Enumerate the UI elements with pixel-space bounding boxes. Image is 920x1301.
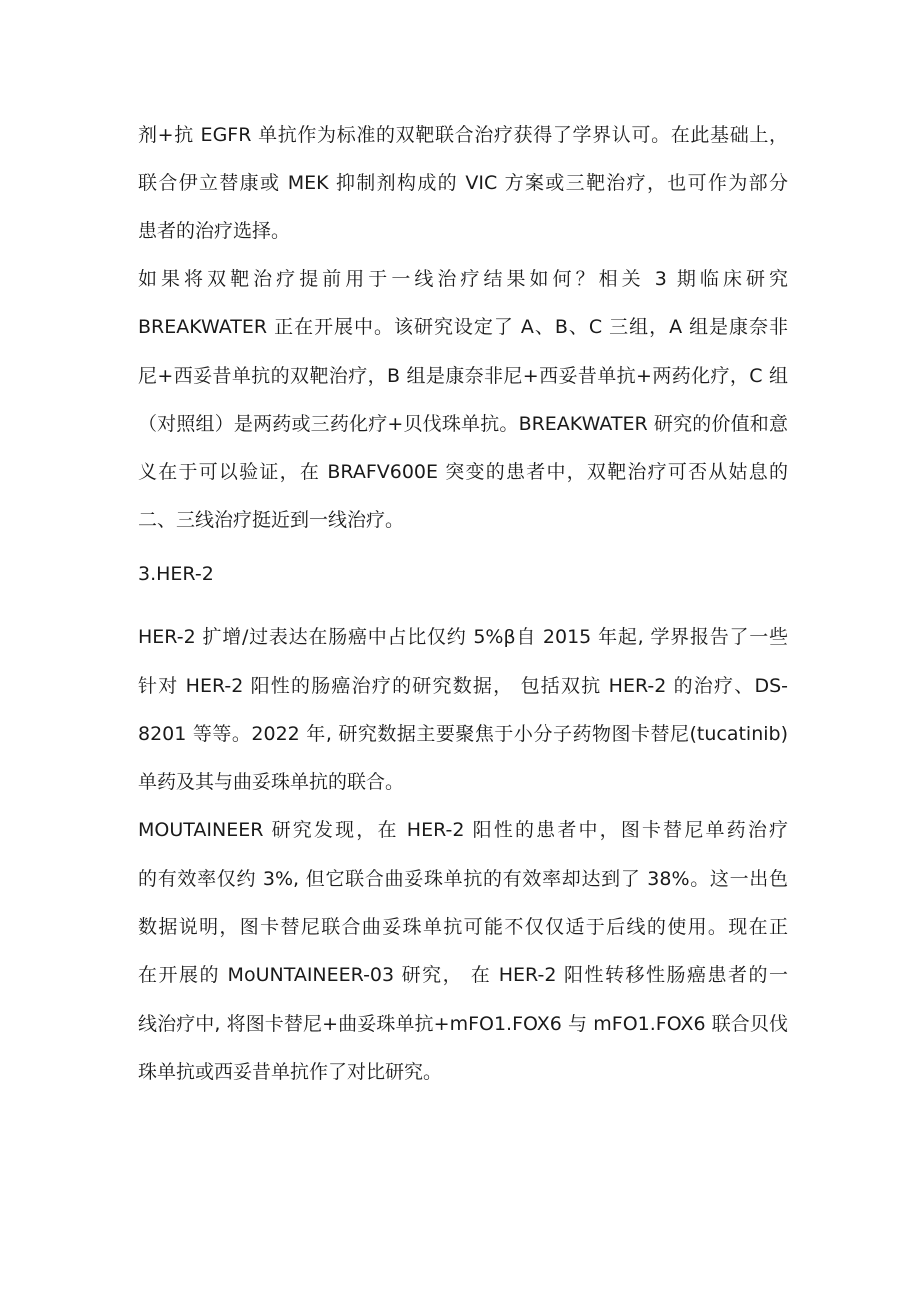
paragraph-4-line-4: 在开展的 MoUNTAINEER-03 研究， 在 HER-2 阳性转移性肠癌患者的一 [138,964,788,986]
paragraph-1-line-1: 剂+抗 EGFR 单抗作为标准的双靶联合治疗获得了学界认可。在此基础上， [138,124,788,146]
paragraph-4-line-3: 数据说明，图卡替尼联合曲妥珠单抗可能不仅仅适于后线的使用。现在正 [138,916,788,938]
paragraph-2-line-6: 二、三线治疗挺近到一线治疗。 [138,509,405,531]
paragraph-3-line-4: 单药及其与曲妥珠单抗的联合。 [138,771,405,793]
paragraph-3-line-2: 针对 HER-2 阳性的肠癌治疗的研究数据， 包括双抗 HER-2 的治疗、DS- [138,675,788,697]
paragraph-4-line-1: MOUTAINEER 研究发现，在 HER-2 阳性的患者中，图卡替尼单药治疗 [138,819,788,841]
paragraph-4-line-6: 珠单抗或西妥昔单抗作了对比研究。 [138,1061,443,1083]
paragraph-2-line-3: 尼+西妥昔单抗的双靶治疗，B 组是康奈非尼+西妥昔单抗+两药化疗，C 组 [138,365,788,387]
paragraph-1-line-2: 联合伊立替康或 MEK 抑制剂构成的 VIC 方案或三靶治疗，也可作为部分 [138,172,788,194]
paragraph-2-line-1: 如果将双靶治疗提前用于一线治疗结果如何？相关 3 期临床研究 [138,268,788,290]
section-heading-her2: 3.HER-2 [138,563,214,585]
paragraph-2-line-4: （对照组）是两药或三药化疗+贝伐珠单抗。BREAKWATER 研究的价值和意 [138,413,788,435]
paragraph-2-line-2: BREAKWATER 正在开展中。该研究设定了 A、B、C 三组，A 组是康奈非 [138,316,788,338]
paragraph-1-line-3: 患者的治疗选择。 [138,220,291,242]
paragraph-2-line-5: 义在于可以验证，在 BRAFV600E 突变的患者中，双靶治疗可否从姑息的 [138,461,788,483]
paragraph-3-line-3: 8201 等等。2022 年, 研究数据主要聚焦于小分子药物图卡替尼(tucatinib) [138,723,788,745]
paragraph-3-line-1: HER-2 扩增/过表达在肠癌中占比仅约 5%β自 2015 年起, 学界报告了一些 [138,626,788,648]
paragraph-4-line-5: 线治疗中, 将图卡替尼+曲妥珠单抗+mFO1.FOX6 与 mFO1.FOX6 联合贝伐 [138,1013,788,1035]
paragraph-4-line-2: 的有效率仅约 3%, 但它联合曲妥珠单抗的有效率却达到了 38%。这一出色 [138,868,788,890]
